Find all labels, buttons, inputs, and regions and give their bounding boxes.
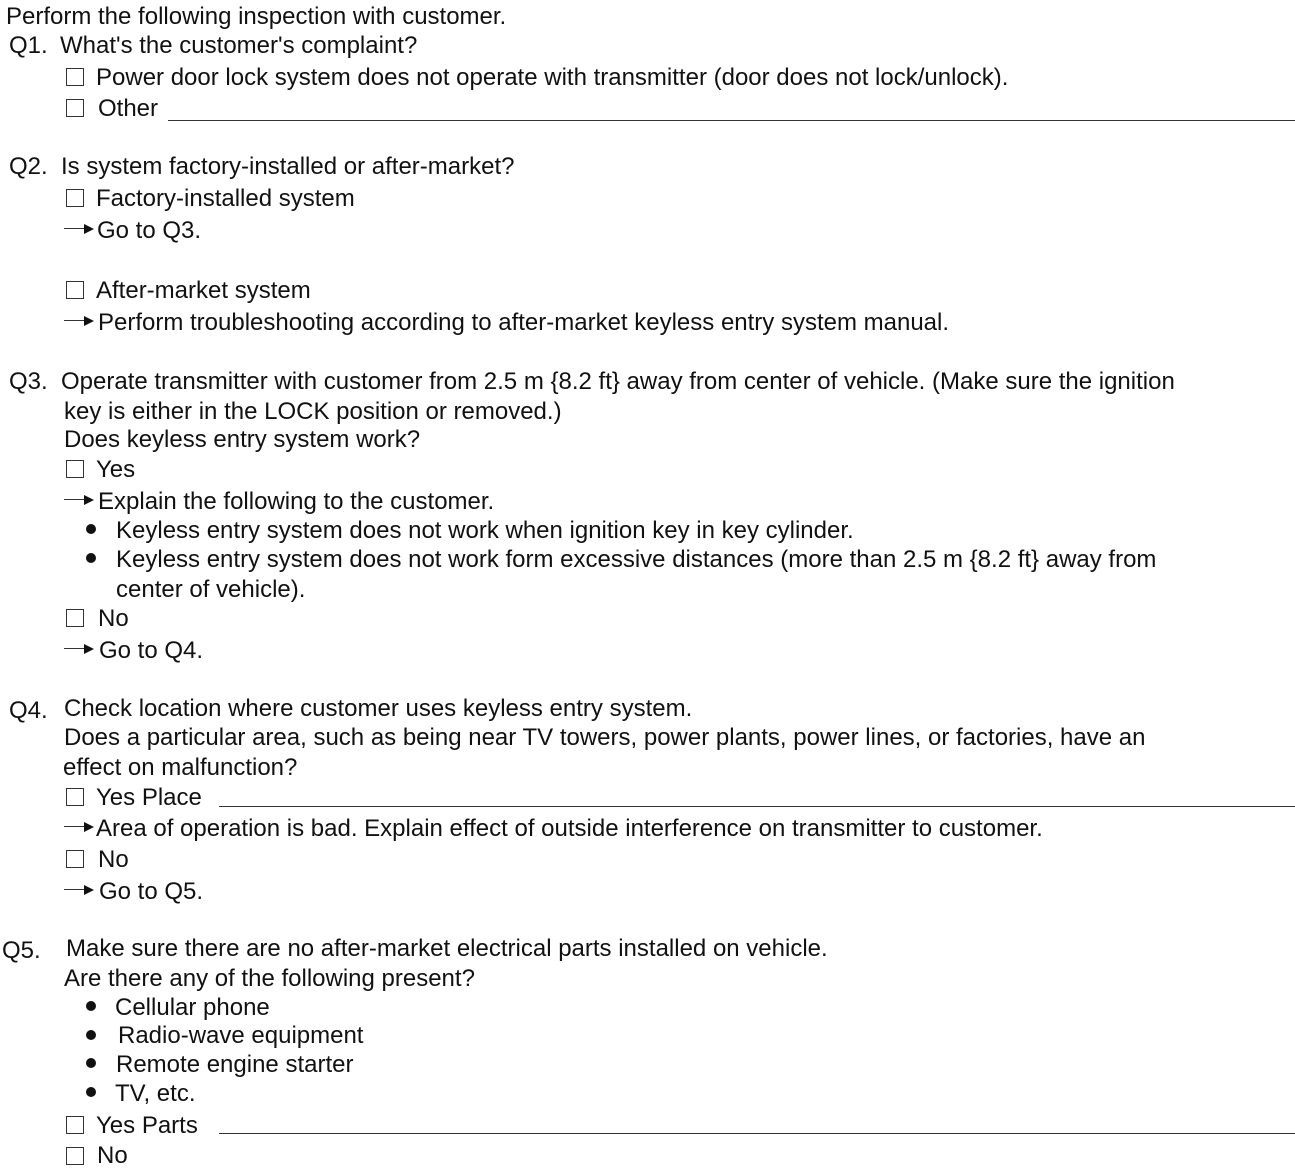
arrow-icon	[64, 643, 94, 655]
q4-line3: effect on malfunction?	[63, 754, 298, 781]
q5-yes-label: Yes Parts	[96, 1112, 198, 1139]
q3-no-next: Go to Q4.	[99, 637, 204, 664]
q4-yes-label: Yes Place	[96, 784, 202, 811]
q5-item: Radio-wave equipment	[118, 1022, 364, 1049]
arrow-icon	[64, 315, 94, 327]
q4-no-next: Go to Q5.	[99, 878, 204, 905]
q1-other-fill-line[interactable]	[168, 120, 1295, 121]
bullet-icon	[86, 1001, 96, 1011]
q2-number: Q2.	[9, 153, 48, 180]
q3-yes-next: Explain the following to the customer.	[98, 488, 495, 515]
q2-aftermarket-checkbox[interactable]	[66, 281, 84, 299]
arrow-icon	[64, 223, 94, 235]
q5-line1: Make sure there are no after-market electrical parts installed on vehicle.	[66, 935, 828, 962]
q4-line2: Does a particular area, such as being near TV towers, power plants, power lines, or factories, have an	[64, 724, 1146, 751]
q2-factory-next: Go to Q3.	[97, 217, 202, 244]
bullet-icon	[86, 1030, 96, 1040]
q5-no-label: No	[97, 1142, 128, 1169]
q5-item: Remote engine starter	[116, 1051, 354, 1078]
q1-other-checkbox[interactable]	[66, 99, 84, 117]
q3-yes-label: Yes	[96, 456, 136, 483]
q3-yes-checkbox[interactable]	[66, 460, 84, 478]
q3-question-line2: key is either in the LOCK position or removed.)	[64, 398, 562, 425]
q5-parts-fill-line[interactable]	[219, 1133, 1295, 1134]
q4-number: Q4.	[9, 697, 48, 724]
q4-no-label: No	[98, 846, 129, 873]
q3-no-checkbox[interactable]	[66, 609, 84, 627]
q4-yes-checkbox[interactable]	[66, 788, 84, 806]
q4-yes-next: Area of operation is bad. Explain effect of outside interference on transmitter to customer.	[96, 815, 1043, 842]
q1-other-label: Other	[98, 95, 159, 122]
q2-factory-checkbox[interactable]	[66, 189, 84, 207]
q2-aftermarket-next: Perform troubleshooting according to after-market keyless entry system manual.	[98, 309, 950, 336]
q3-question-line1: Operate transmitter with customer from 2.5 m {8.2 ft} away from center of vehicle. (Make sure the ignition	[61, 368, 1175, 395]
q5-yes-checkbox[interactable]	[66, 1116, 84, 1134]
q2-aftermarket-label: After-market system	[96, 277, 311, 304]
bullet-icon	[86, 524, 96, 534]
q3-bullet2-line2: center of vehicle).	[116, 576, 306, 603]
q4-line1: Check location where customer uses keyless entry system.	[64, 695, 693, 722]
q5-item: TV, etc.	[115, 1080, 196, 1107]
q3-bullet2-line1: Keyless entry system does not work form excessive distances (more than 2.5 m {8.2 ft} away from	[116, 546, 1157, 573]
intro-text: Perform the following inspection with customer.	[6, 3, 507, 30]
q5-no-checkbox[interactable]	[66, 1147, 84, 1165]
q3-bullet1: Keyless entry system does not work when ignition key in key cylinder.	[116, 517, 854, 544]
bullet-icon	[86, 1087, 96, 1097]
bullet-icon	[86, 553, 96, 563]
q1-option1-checkbox[interactable]	[66, 68, 84, 86]
arrow-icon	[64, 884, 94, 896]
q4-no-checkbox[interactable]	[66, 850, 84, 868]
q4-place-fill-line[interactable]	[219, 806, 1295, 807]
q5-item: Cellular phone	[115, 994, 270, 1021]
q1-number: Q1.	[9, 32, 48, 59]
bullet-icon	[86, 1058, 96, 1068]
arrow-icon	[64, 821, 94, 833]
q3-question-line3: Does keyless entry system work?	[64, 426, 421, 453]
q3-no-label: No	[98, 605, 129, 632]
q2-question: Is system factory-installed or after-market?	[61, 153, 515, 180]
q2-factory-label: Factory-installed system	[96, 185, 355, 212]
q1-question: What's the customer's complaint?	[60, 32, 418, 59]
arrow-icon	[64, 494, 94, 506]
q5-number: Q5.	[2, 937, 41, 964]
q5-line2: Are there any of the following present?	[64, 965, 475, 992]
q3-number: Q3.	[9, 368, 48, 395]
q1-option1-label: Power door lock system does not operate with transmitter (door does not lock/unlock).	[96, 64, 1009, 91]
